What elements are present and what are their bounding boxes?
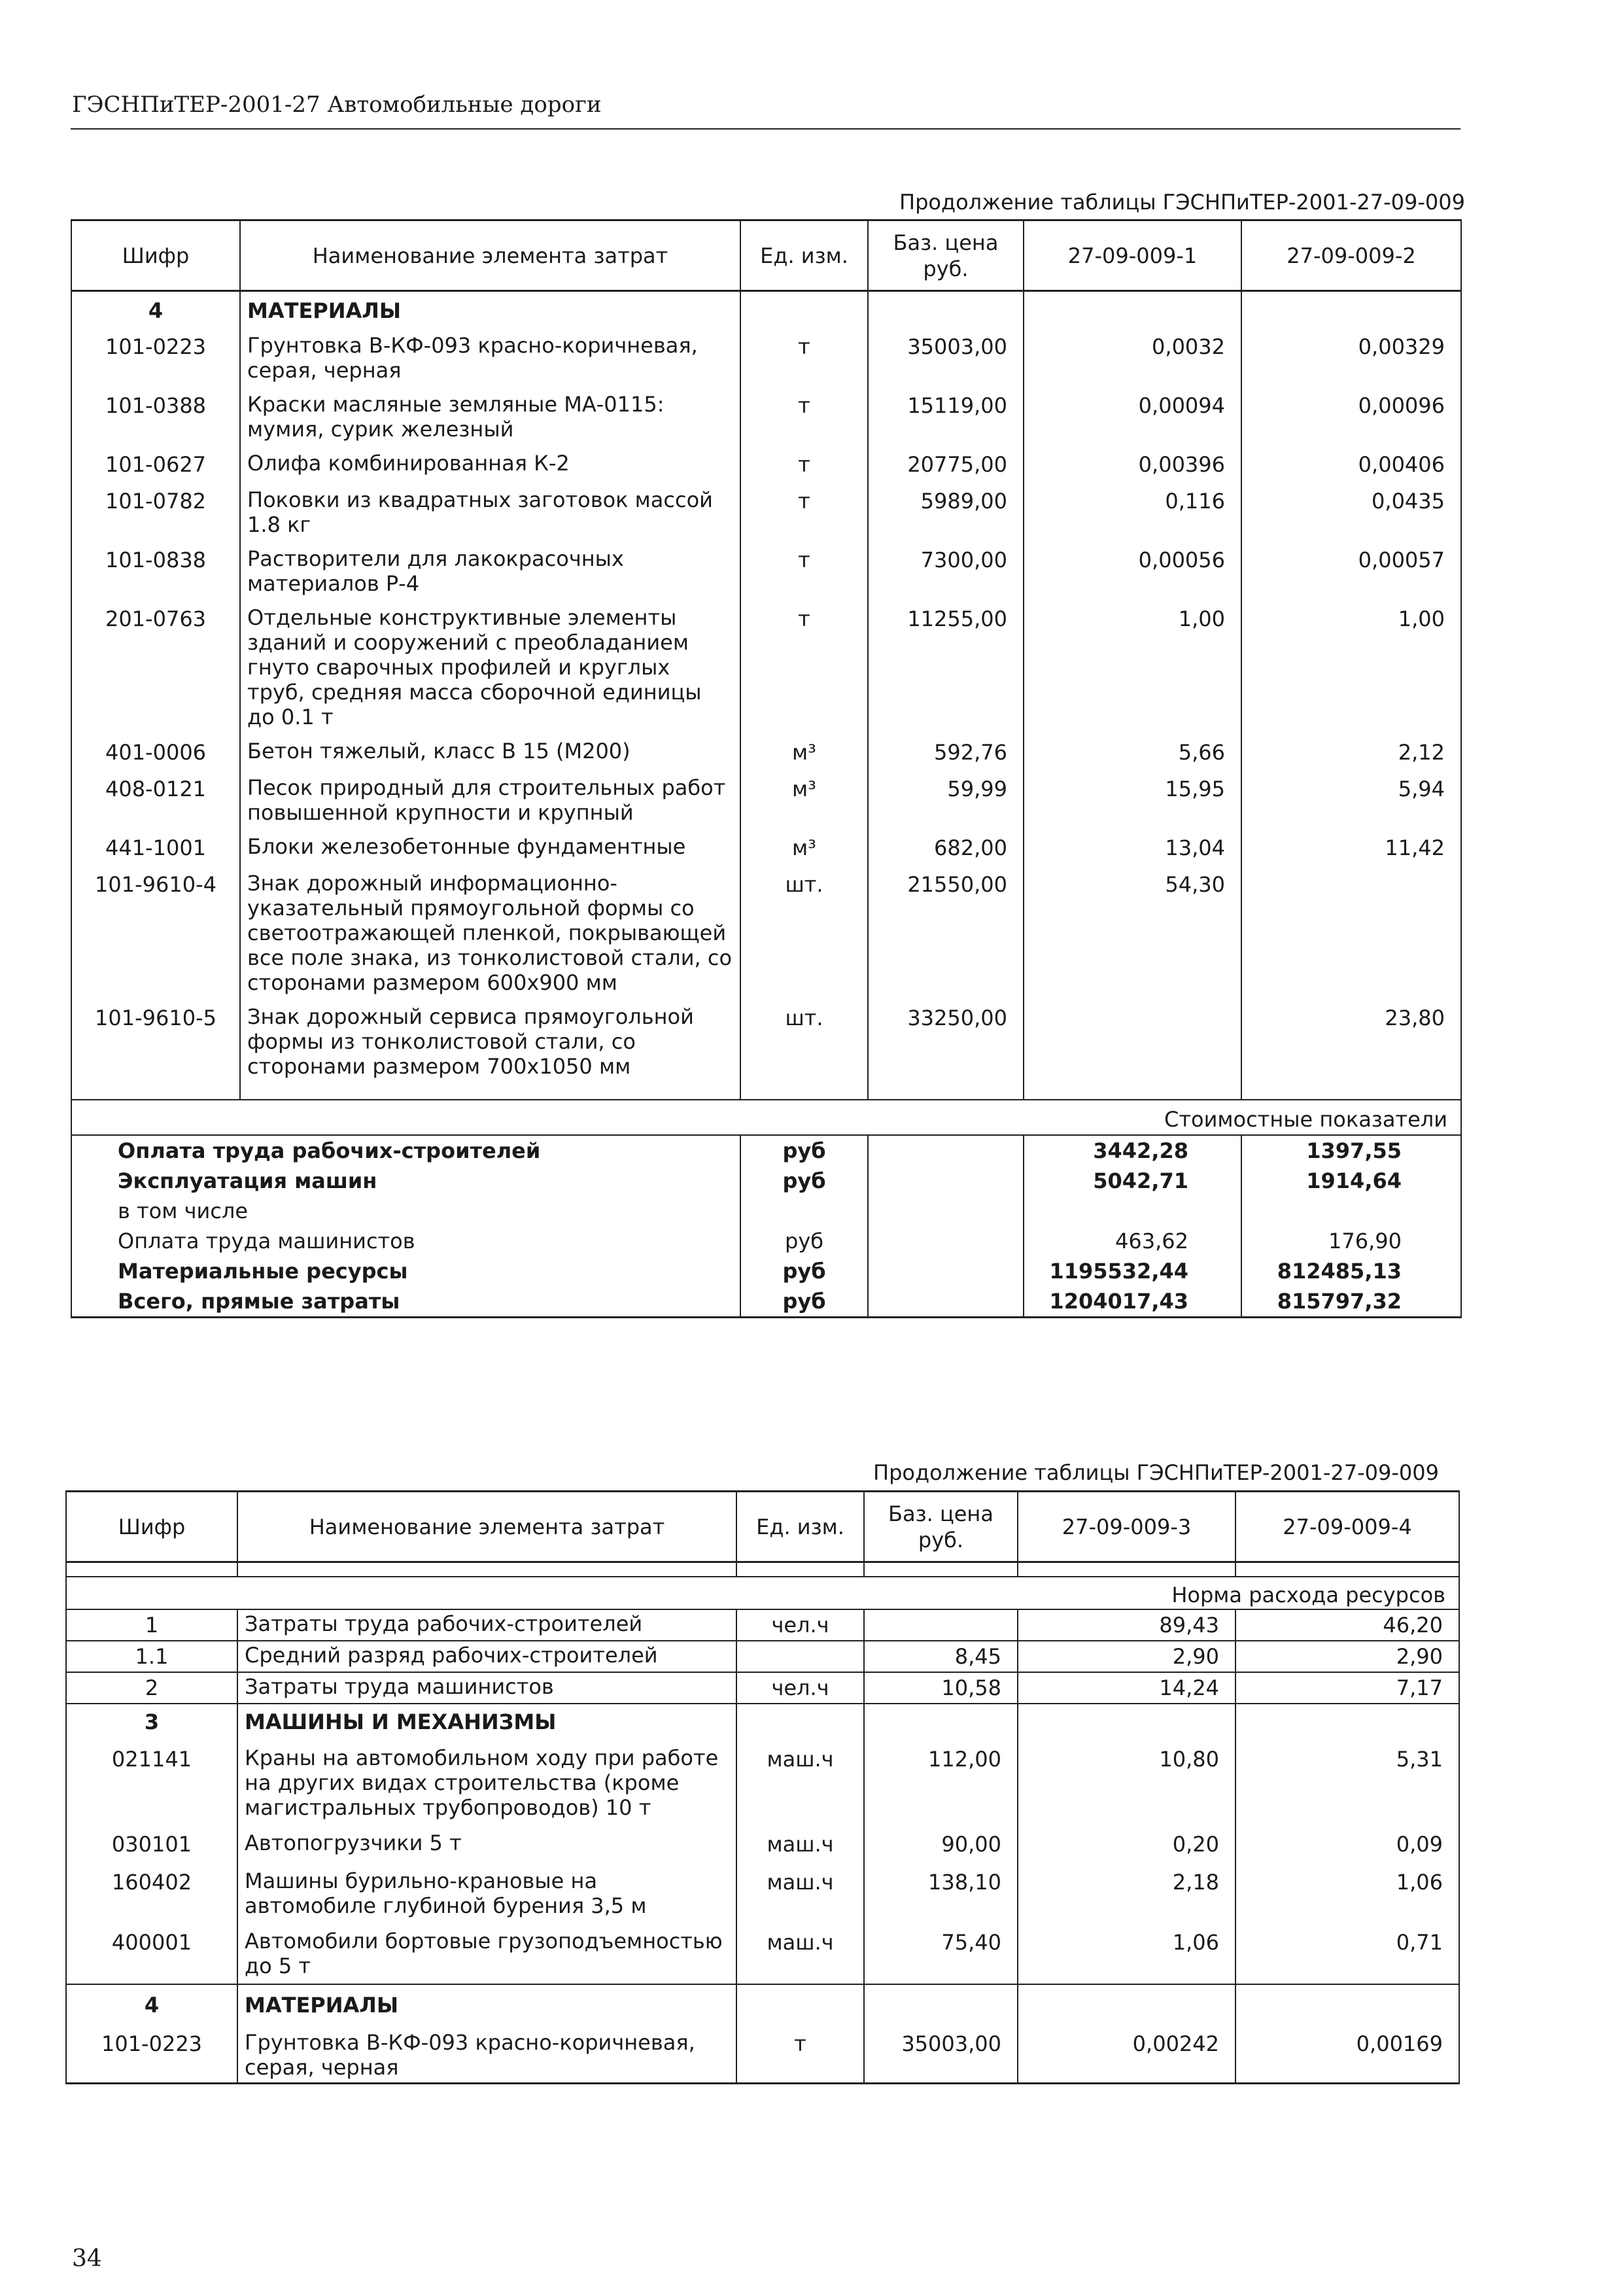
cost-name: Всего, прямые затраты — [71, 1286, 740, 1318]
page-number: 34 — [72, 2245, 102, 2272]
table-row — [71, 771, 1461, 830]
resource-unit: м³ — [740, 771, 868, 830]
section-number: 4 — [71, 291, 240, 329]
table-row — [66, 1863, 1459, 1923]
base-price: 33250,00 — [868, 1000, 1024, 1084]
section-title: МАТЕРИАЛЫ — [240, 291, 740, 329]
base-price: 7300,00 — [868, 542, 1024, 601]
cost-unit: руб — [740, 1226, 868, 1256]
resource-name: Грунтовка В-КФ-093 красно-коричневая, серая, черная — [240, 329, 740, 388]
table-row — [71, 447, 1461, 483]
resource-name: Затраты труда машинистов — [237, 1672, 736, 1704]
cost-indicators-row — [71, 1100, 1461, 1135]
cost-name: Оплата труда рабочих-строителей — [71, 1135, 740, 1166]
resource-unit — [736, 1641, 864, 1672]
norm-value: 2,90 — [1235, 1641, 1459, 1672]
table-row — [71, 542, 1461, 601]
norm-value: 7,17 — [1235, 1672, 1459, 1704]
norm-value: 0,00406 — [1241, 447, 1461, 483]
column-header-unit: Ед. изм. — [736, 1492, 864, 1562]
table-row — [71, 830, 1461, 867]
resource-name: Машины бурильно-крановые на автомобиле глубиной бурения 3,5 м — [237, 1863, 736, 1923]
norm-value: 13,04 — [1024, 830, 1241, 867]
resource-code: 408-0121 — [71, 771, 240, 830]
norm-value: 0,00094 — [1024, 388, 1241, 447]
base-price: 90,00 — [864, 1825, 1018, 1863]
table-row — [71, 388, 1461, 447]
cost-unit: руб — [740, 1135, 868, 1166]
cost-value: 3442,28 — [1024, 1135, 1241, 1166]
resource-name: Знак дорожный информационно-указательный прямоугольной формы со светоотражающей пленкой, покрывающей все поле знака, из тонколистовой стали, со сторонами размером 600х900 мм — [240, 867, 740, 1000]
cost-row — [71, 1196, 1461, 1226]
resource-unit: маш.ч — [736, 1740, 864, 1825]
norm-value: 1,00 — [1024, 601, 1241, 735]
base-price: 10,58 — [864, 1672, 1018, 1704]
norm-value: 0,00096 — [1241, 388, 1461, 447]
table-row — [66, 1923, 1459, 1984]
norm-value: 2,12 — [1241, 735, 1461, 771]
cost-value: 1204017,43 — [1024, 1286, 1241, 1318]
resource-code: 021141 — [66, 1740, 237, 1825]
cost-value: 1195532,44 — [1024, 1256, 1241, 1286]
column-header-price: Баз. цена руб. — [864, 1492, 1018, 1562]
norm-value: 0,0435 — [1241, 483, 1461, 542]
table-row — [66, 2025, 1459, 2084]
norm-header-row — [66, 1577, 1459, 1609]
resource-name: Бетон тяжелый, класс В 15 (М200) — [240, 735, 740, 771]
norm-value: 2,90 — [1018, 1641, 1235, 1672]
norm-value: 0,00329 — [1241, 329, 1461, 388]
cost-unit: руб — [740, 1256, 868, 1286]
resource-code: 101-0223 — [71, 329, 240, 388]
base-price: 592,76 — [868, 735, 1024, 771]
cost-value: 176,90 — [1241, 1226, 1461, 1256]
resource-name: Поковки из квадратных заготовок массой 1.8 кг — [240, 483, 740, 542]
section-number: 3 — [66, 1704, 237, 1740]
resource-unit: т — [740, 542, 868, 601]
section-number: 4 — [66, 1984, 237, 2025]
column-header-code: Шифр — [71, 220, 240, 291]
base-price: 11255,00 — [868, 601, 1024, 735]
header-divider — [71, 128, 1460, 130]
cost-row — [71, 1286, 1461, 1318]
norm-value — [1241, 867, 1461, 1000]
norm-value: 0,00056 — [1024, 542, 1241, 601]
resource-code: 2 — [66, 1672, 237, 1704]
resource-code: 101-9610-5 — [71, 1000, 240, 1084]
norm-value: 14,24 — [1018, 1672, 1235, 1704]
base-price: 21550,00 — [868, 867, 1024, 1000]
column-header-norm-4: 27-09-009-4 — [1235, 1492, 1459, 1562]
column-header-norm-2: 27-09-009-2 — [1241, 220, 1461, 291]
resource-code: 101-0388 — [71, 388, 240, 447]
cost-value: 1397,55 — [1241, 1135, 1461, 1166]
table2-continuation-caption: Продолжение таблицы ГЭСНПиТЕР-2001-27-09-009 — [873, 1460, 1439, 1485]
resource-code: 101-0223 — [66, 2025, 237, 2084]
resource-unit: шт. — [740, 867, 868, 1000]
resource-code: 101-0782 — [71, 483, 240, 542]
cost-name: в том числе — [71, 1196, 740, 1226]
base-price: 75,40 — [864, 1923, 1018, 1984]
page-header: ГЭСНПиТЕР-2001-27 Автомобильные дороги — [72, 92, 602, 118]
base-price: 682,00 — [868, 830, 1024, 867]
resource-unit: т — [740, 483, 868, 542]
norm-header-title: Норма расхода ресурсов — [66, 1577, 1459, 1609]
cost-name: Оплата труда машинистов — [71, 1226, 740, 1256]
norm-value: 0,71 — [1235, 1923, 1459, 1984]
norm-value: 23,80 — [1241, 1000, 1461, 1084]
cost-row — [71, 1135, 1461, 1166]
base-price: 5989,00 — [868, 483, 1024, 542]
resource-name: Отдельные конструктивные элементы зданий и сооружений с преобладанием гнуто сварочных профилей и круглых труб, средняя масса сборочной единицы до 0.1 т — [240, 601, 740, 735]
base-price: 20775,00 — [868, 447, 1024, 483]
cost-value: 815797,32 — [1241, 1286, 1461, 1318]
section-row-machines — [66, 1704, 1459, 1740]
norm-value: 89,43 — [1018, 1609, 1235, 1641]
resource-unit: м³ — [740, 735, 868, 771]
resource-unit: т — [740, 601, 868, 735]
base-price: 138,10 — [864, 1863, 1018, 1923]
norm-value: 11,42 — [1241, 830, 1461, 867]
resource-code: 401-0006 — [71, 735, 240, 771]
cost-value: 1914,64 — [1241, 1166, 1461, 1196]
cost-row — [71, 1226, 1461, 1256]
norm-value: 0,00242 — [1018, 2025, 1235, 2084]
table-row — [71, 483, 1461, 542]
table-row — [71, 601, 1461, 735]
norm-value: 0,0032 — [1024, 329, 1241, 388]
resource-name: Песок природный для строительных работ повышенной крупности и крупный — [240, 771, 740, 830]
base-price: 8,45 — [864, 1641, 1018, 1672]
cost-value — [1241, 1196, 1461, 1226]
cost-name: Материальные ресурсы — [71, 1256, 740, 1286]
norm-value: 0,116 — [1024, 483, 1241, 542]
cost-value: 463,62 — [1024, 1226, 1241, 1256]
resource-unit: т — [736, 2025, 864, 2084]
cost-name: Эксплуатация машин — [71, 1166, 740, 1196]
column-header-name: Наименование элемента затрат — [237, 1492, 736, 1562]
table2-header-row — [66, 1492, 1459, 1562]
norm-value: 1,00 — [1241, 601, 1461, 735]
resource-unit: маш.ч — [736, 1863, 864, 1923]
column-header-norm-3: 27-09-009-3 — [1018, 1492, 1235, 1562]
cost-row — [71, 1256, 1461, 1286]
resource-name: Автопогрузчики 5 т — [237, 1825, 736, 1863]
norm-value: 5,31 — [1235, 1740, 1459, 1825]
table-row — [66, 1825, 1459, 1863]
cost-value: 5042,71 — [1024, 1166, 1241, 1196]
resource-name: Растворители для лакокрасочных материалов Р-4 — [240, 542, 740, 601]
resource-name: Затраты труда рабочих-строителей — [237, 1609, 736, 1641]
resource-unit: маш.ч — [736, 1923, 864, 1984]
base-price: 15119,00 — [868, 388, 1024, 447]
table-row — [66, 1641, 1459, 1672]
table-row — [66, 1740, 1459, 1825]
column-header-norm-1: 27-09-009-1 — [1024, 220, 1241, 291]
norm-value: 54,30 — [1024, 867, 1241, 1000]
table-row — [71, 735, 1461, 771]
table-row — [71, 867, 1461, 1000]
resource-unit: чел.ч — [736, 1609, 864, 1641]
resource-unit: т — [740, 447, 868, 483]
resource-code: 201-0763 — [71, 601, 240, 735]
cost-unit: руб — [740, 1286, 868, 1318]
norm-value: 0,20 — [1018, 1825, 1235, 1863]
table-row — [66, 1672, 1459, 1704]
resource-name: Грунтовка В-КФ-093 красно-коричневая, серая, черная — [237, 2025, 736, 2084]
column-header-code: Шифр — [66, 1492, 237, 1562]
resource-name: Блоки железобетонные фундаментные — [240, 830, 740, 867]
resource-code: 1 — [66, 1609, 237, 1641]
column-header-price: Баз. цена руб. — [868, 220, 1024, 291]
resource-unit: т — [740, 329, 868, 388]
resource-name: Краски масляные земляные МА-0115: мумия, сурик железный — [240, 388, 740, 447]
norm-value: 0,00169 — [1235, 2025, 1459, 2084]
norm-value: 0,00057 — [1241, 542, 1461, 601]
section-title: МАШИНЫ И МЕХАНИЗМЫ — [237, 1704, 736, 1740]
base-price: 35003,00 — [864, 2025, 1018, 2084]
table1-header-row — [71, 220, 1461, 291]
base-price — [864, 1609, 1018, 1641]
norm-value: 2,18 — [1018, 1863, 1235, 1923]
table-row — [71, 1000, 1461, 1084]
table-row — [66, 1609, 1459, 1641]
resource-unit: м³ — [740, 830, 868, 867]
cost-indicators-title: Стоимостные показатели — [71, 1100, 1461, 1135]
resource-code: 1.1 — [66, 1641, 237, 1672]
resource-name: Автомобили бортовые грузоподъемностью до 5 т — [237, 1923, 736, 1984]
norm-value: 10,80 — [1018, 1740, 1235, 1825]
norm-value: 15,95 — [1024, 771, 1241, 830]
resource-code: 400001 — [66, 1923, 237, 1984]
base-price: 59,99 — [868, 771, 1024, 830]
norm-value: 5,66 — [1024, 735, 1241, 771]
table1-continuation-caption: Продолжение таблицы ГЭСНПиТЕР-2001-27-09-009 — [899, 190, 1465, 215]
cost-row — [71, 1166, 1461, 1196]
section-row-materials — [66, 1984, 1459, 2025]
cost-unit: руб — [740, 1166, 868, 1196]
norm-value: 0,00396 — [1024, 447, 1241, 483]
cost-value: 812485,13 — [1241, 1256, 1461, 1286]
column-header-unit: Ед. изм. — [740, 220, 868, 291]
resource-code: 101-9610-4 — [71, 867, 240, 1000]
resource-table-2 — [65, 1490, 1460, 2084]
resource-code: 441-1001 — [71, 830, 240, 867]
resource-unit: маш.ч — [736, 1825, 864, 1863]
cost-unit — [740, 1196, 868, 1226]
base-price: 112,00 — [864, 1740, 1018, 1825]
section-row-materials — [71, 291, 1461, 329]
table-row — [71, 329, 1461, 388]
resource-name: Краны на автомобильном ходу при работе на других видах строительства (кроме магистральных трубопроводов) 10 т — [237, 1740, 736, 1825]
resource-code: 101-0627 — [71, 447, 240, 483]
base-price: 35003,00 — [868, 329, 1024, 388]
resource-unit: чел.ч — [736, 1672, 864, 1704]
resource-unit: т — [740, 388, 868, 447]
norm-value: 1,06 — [1018, 1923, 1235, 1984]
norm-value — [1024, 1000, 1241, 1084]
resource-table-1 — [71, 219, 1462, 1318]
cost-value — [1024, 1196, 1241, 1226]
resource-code: 160402 — [66, 1863, 237, 1923]
norm-value: 1,06 — [1235, 1863, 1459, 1923]
column-header-name: Наименование элемента затрат — [240, 220, 740, 291]
resource-name: Средний разряд рабочих-строителей — [237, 1641, 736, 1672]
resource-code: 030101 — [66, 1825, 237, 1863]
resource-code: 101-0838 — [71, 542, 240, 601]
resource-unit: шт. — [740, 1000, 868, 1084]
section-title: МАТЕРИАЛЫ — [237, 1984, 736, 2025]
norm-value: 5,94 — [1241, 771, 1461, 830]
resource-name: Знак дорожный сервиса прямоугольной формы из тонколистовой стали, со сторонами размером 700х1050 мм — [240, 1000, 740, 1084]
norm-value: 0,09 — [1235, 1825, 1459, 1863]
norm-value: 46,20 — [1235, 1609, 1459, 1641]
resource-name: Олифа комбинированная К-2 — [240, 447, 740, 483]
